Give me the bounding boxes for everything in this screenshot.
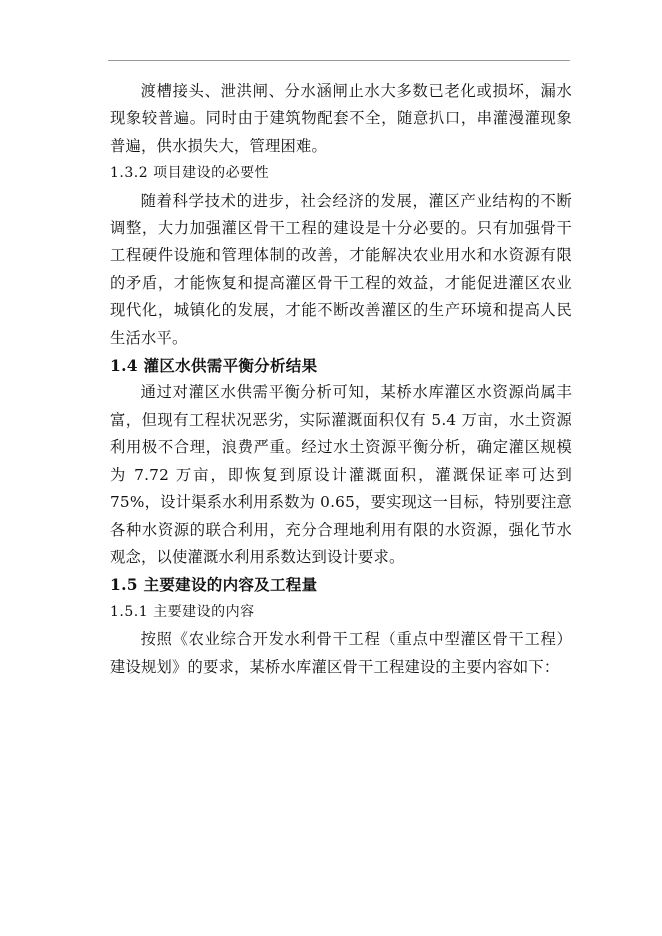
section-heading-1-3-2: 1.3.2 项目建设的必要性 [110,165,270,182]
section-heading-1-4: 1.4 灌区水供需平衡分析结果 [110,356,318,376]
section-heading-1-5: 1.5 主要建设的内容及工程量 [110,575,318,595]
paragraph-construction-content: 按照《农业综合开发水利骨干工程（重点中型灌区骨干工程）建设规划》的要求，某桥水库灌区骨干工程建设的主要内容如下： [110,630,572,676]
page-body [110,78,572,681]
paragraph-water-balance: 通过对灌区水供需平衡分析可知，某桥水库灌区水资源尚属丰富，但现有工程状况恶劣，实际灌溉面积仅有 5.4 万亩，水土资源利用极不合理，浪费严重。经过水土资源平衡分析，确定灌区规模为 7.72 万亩，即恢复到原设计灌溉面积，灌溉保证率可达到 75%，设计渠系水利用系数为 0.65，要实现这一目标，特别要注意各种水资源的联合利用，充分合理地利用有限的水资源，强化节水观念，以使灌溉水利用系数达到设计要求。 [110,383,572,566]
section-heading-1-5-1: 1.5.1 主要建设的内容 [110,603,255,620]
paragraph-damage-status: 渡槽接头、泄洪闸、分水涵闸止水大多数已老化或损坏，漏水现象较普遍。同时由于建筑物配套不全，随意扒口，串灌漫灌现象普遍，供水损失大，管理困难。 [110,82,572,155]
paragraph-necessity: 随着科学技术的进步，社会经济的发展，灌区产业结构的不断调整，大力加强灌区骨干工程的建设是十分必要的。只有加强骨干工程硬件设施和管理体制的改善，才能解决农业用水和水资源有限的矛盾，才能恢复和提高灌区骨干工程的效益，才能促进灌区农业现代化，城镇化的发展，才能不断改善灌区的生产环境和提高人民生活水平。 [110,191,572,347]
header-rule [108,60,570,61]
